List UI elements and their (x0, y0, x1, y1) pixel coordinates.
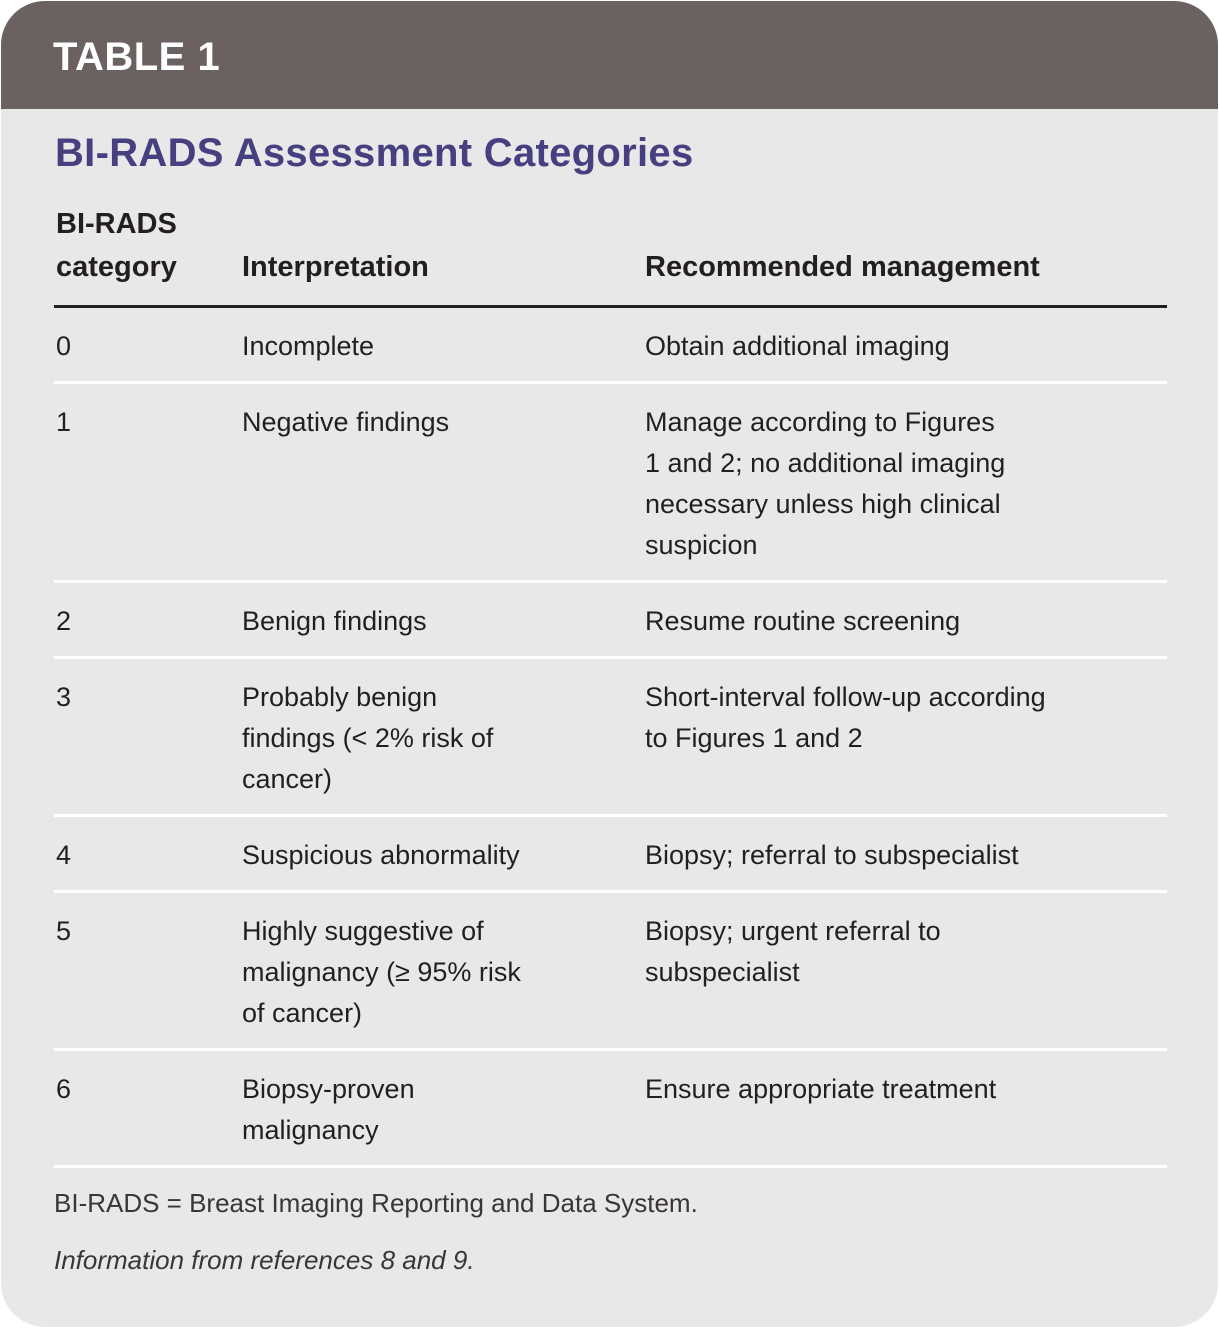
cell-line: malignancy (242, 1115, 379, 1145)
cell-line: 5 (56, 916, 72, 946)
cell-line: Manage according to Figures (645, 407, 995, 437)
cell-line: findings (< 2% risk of (242, 723, 494, 753)
table-card (1, 1, 1218, 1327)
column-header (645, 246, 1040, 289)
cell-line: malignancy (≥ 95% risk (242, 957, 521, 987)
interpretation-cell (242, 1069, 415, 1151)
cell-line: subspecialist (645, 957, 800, 987)
interpretation-cell (242, 402, 449, 443)
category-cell (56, 677, 226, 718)
cell-line: Biopsy; referral to subspecialist (645, 840, 1019, 870)
cell-line: 0 (56, 331, 72, 361)
cell-line: Suspicious abnormality (242, 840, 520, 870)
management-cell (645, 326, 950, 367)
column-header-line: BI-RADS (56, 208, 177, 240)
interpretation-cell (242, 677, 493, 800)
category-cell (56, 1069, 226, 1110)
cell-line: 4 (56, 840, 72, 870)
table-row (54, 308, 1167, 384)
cell-line: 2 (56, 606, 72, 636)
management-cell (645, 402, 1005, 566)
category-cell (56, 326, 226, 367)
cell-line: Probably benign (242, 682, 438, 712)
cell-line: Negative findings (242, 407, 450, 437)
cell-line: cancer) (242, 764, 333, 794)
footnote-source: Information from references 8 and 9. (54, 1245, 475, 1275)
column-header-line: Recommended management (645, 251, 1040, 283)
management-cell (645, 911, 941, 993)
cell-line: Benign findings (242, 606, 427, 636)
cell-line: Short-interval follow-up according (645, 682, 1046, 712)
table-row (54, 384, 1167, 583)
management-cell (645, 835, 1019, 876)
interpretation-cell (242, 835, 520, 876)
table-row (54, 817, 1167, 893)
column-header-line: category (56, 251, 177, 283)
column-header (56, 203, 226, 289)
cell-line: Incomplete (242, 331, 375, 361)
category-cell (56, 911, 226, 952)
table-row (54, 893, 1167, 1051)
cell-line: Obtain additional imaging (645, 331, 950, 361)
management-cell (645, 677, 1046, 759)
table-label: TABLE 1 (53, 35, 221, 79)
category-cell (56, 402, 226, 443)
cell-line: Ensure appropriate treatment (645, 1074, 997, 1104)
cell-line: 1 (56, 407, 72, 437)
table-title: BI-RADS Assessment Categories (55, 131, 694, 175)
category-cell (56, 835, 226, 876)
cell-line: suspicion (645, 530, 758, 560)
table-row (54, 1051, 1167, 1168)
cell-line: Resume routine screening (645, 606, 961, 636)
cell-line: 1 and 2; no additional imaging (645, 448, 1006, 478)
column-header-line: Interpretation (242, 251, 429, 283)
interpretation-cell (242, 326, 374, 367)
management-cell (645, 1069, 996, 1110)
interpretation-cell (242, 911, 521, 1034)
cell-line: Biopsy; urgent referral to (645, 916, 941, 946)
interpretation-cell (242, 601, 427, 642)
cell-line: 6 (56, 1074, 72, 1104)
table-body (54, 308, 1167, 1168)
footnote-abbreviation: BI-RADS = Breast Imaging Reporting and Data System. (54, 1188, 698, 1218)
cell-line: to Figures 1 and 2 (645, 723, 863, 753)
cell-line: 3 (56, 682, 72, 712)
cell-line: necessary unless high clinical (645, 489, 1001, 519)
table-row (54, 659, 1167, 817)
management-cell (645, 601, 960, 642)
cell-line: Highly suggestive of (242, 916, 484, 946)
bi-rads-table (54, 201, 1167, 1168)
cell-line: Biopsy-proven (242, 1074, 415, 1104)
cell-line: of cancer) (242, 998, 363, 1028)
category-cell (56, 601, 226, 642)
column-header (242, 246, 429, 289)
column-headers (54, 201, 1167, 308)
table-header-bar (1, 1, 1218, 109)
table-row (54, 583, 1167, 659)
